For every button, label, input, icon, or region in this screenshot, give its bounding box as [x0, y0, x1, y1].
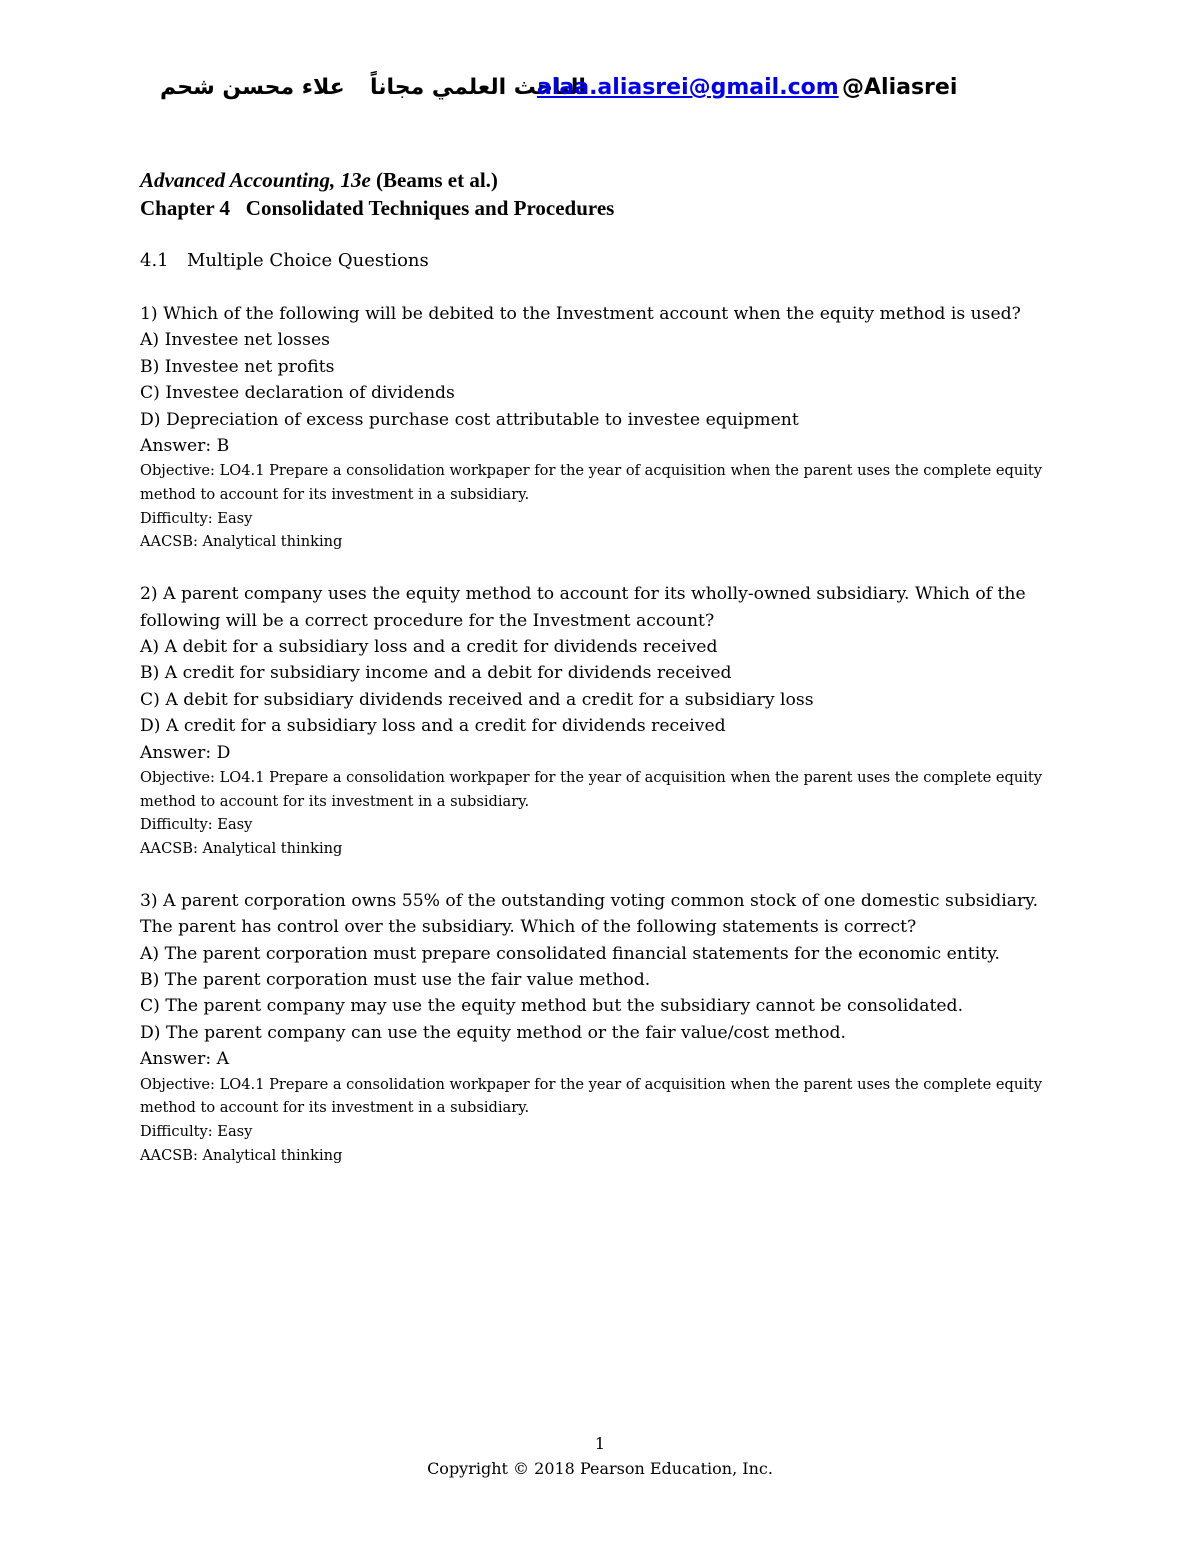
page-header [0, 70, 1200, 110]
section-heading [140, 248, 1060, 274]
email-link[interactable]: alaa.aliasrei@gmail.com [537, 75, 839, 100]
objective: Objective: LO4.1 Prepare a consolidation workpaper for the year of acquisition when the parent uses the complete equity method to account for its investment in a subsidiary. [140, 769, 1043, 810]
option-b: B) A credit for subsidiary income and a debit for dividends received [140, 663, 732, 684]
section-title: Multiple Choice Questions [187, 250, 429, 271]
book-authors: (Beams et al.) [370, 168, 498, 192]
answer: Answer: D [140, 742, 231, 763]
difficulty: Difficulty: Easy [140, 816, 253, 834]
author-role: الباحث العلمي مجاناً [370, 75, 586, 100]
objective: Objective: LO4.1 Prepare a consolidation workpaper for the year of acquisition when the parent uses the complete equity method to account for its investment in a subsidiary. [140, 462, 1043, 504]
book-title-line [140, 166, 1060, 194]
social-handle: @Aliasrei [842, 75, 958, 100]
author-name: علاء محسن شحم [160, 75, 345, 100]
page-number: 1 [594, 1434, 606, 1453]
copyright-notice: Copyright © 2018 Pearson Education, Inc. [427, 1459, 773, 1478]
difficulty: Difficulty: Easy [140, 1122, 253, 1140]
question-text: 3) A parent corporation owns 55% of the outstanding voting common stock of one domestic subsidiary. The parent has control over the subsidiary. Which of the following statements is correct? [140, 890, 1039, 938]
section-number: 4.1 [140, 250, 169, 271]
option-a: A) Investee net losses [140, 330, 330, 351]
chapter-title: Consolidated Techniques and Procedures [245, 196, 615, 220]
question-1 [140, 301, 1060, 554]
option-c: C) A debit for subsidiary dividends received and a credit for a subsidiary loss [140, 689, 814, 710]
question-3 [140, 888, 1060, 1168]
chapter-heading [140, 194, 1060, 222]
option-c: C) The parent company may use the equity method but the subsidiary cannot be consolidated. [140, 996, 964, 1017]
question-text: 2) A parent company uses the equity method to account for its wholly-owned subsidiary. Which of the following will be a correct procedure for the Investment account? [140, 584, 1026, 631]
option-d: D) The parent company can use the equity method or the fair value/cost method. [140, 1022, 846, 1043]
option-a: A) A debit for a subsidiary loss and a credit for dividends received [140, 637, 718, 658]
aacsb: AACSB: Analytical thinking [140, 533, 343, 551]
question-text: 1) Which of the following will be debited to the Investment account when the equity method is used? [140, 304, 1021, 324]
option-c: C) Investee declaration of dividends [140, 383, 455, 404]
chapter-label: Chapter 4 [140, 196, 231, 220]
option-d: D) Depreciation of excess purchase cost attributable to investee equipment [140, 409, 799, 430]
aacsb: AACSB: Analytical thinking [140, 1146, 343, 1164]
option-d: D) A credit for a subsidiary loss and a credit for dividends received [140, 716, 726, 737]
book-title: Advanced Accounting, 13e [140, 168, 371, 192]
option-b: B) Investee net profits [140, 356, 335, 377]
difficulty: Difficulty: Easy [140, 509, 253, 527]
aacsb: AACSB: Analytical thinking [140, 840, 343, 858]
objective: Objective: LO4.1 Prepare a consolidation workpaper for the year of acquisition when the parent uses the complete equity method to account for its investment in a subsidiary. [140, 1075, 1043, 1117]
question-2 [140, 581, 1060, 861]
document-body [140, 166, 1060, 1167]
answer: Answer: A [140, 1049, 230, 1070]
option-b: B) The parent corporation must use the fair value method. [140, 970, 651, 991]
option-a: A) The parent corporation must prepare consolidated financial statements for the economic entity. [140, 943, 1001, 964]
answer: Answer: B [140, 436, 230, 457]
